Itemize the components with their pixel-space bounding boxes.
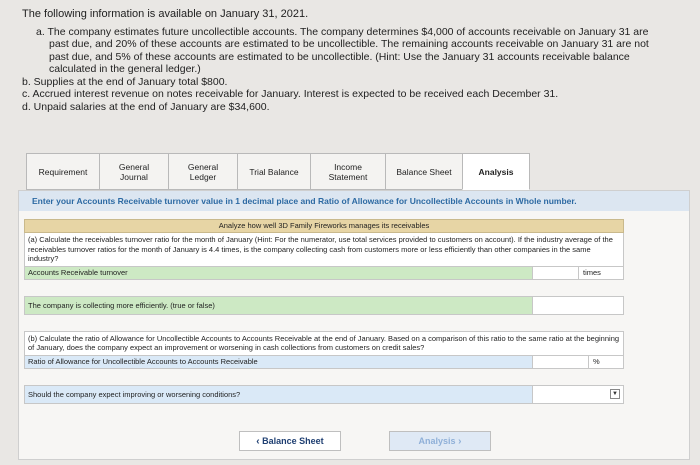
analysis-header: Analyze how well 3D Family Fireworks manages its receivables xyxy=(24,219,624,233)
item-a-line3: past due, and 5% of these accounts are estimated to be uncollectible. (Hint: Use the January 31 accounts receivable balance xyxy=(49,50,630,63)
item-b: b. Supplies at the end of January total $800. xyxy=(22,75,228,88)
problem-title: The following information is available on January 31, 2021. xyxy=(22,8,309,20)
tab-trial-balance[interactable]: Trial Balance xyxy=(237,153,310,190)
item-c: c. Accrued interest revenue on notes receivable for January. Interest is expected to be received each December 31. xyxy=(22,88,559,100)
expect-label: Should the company expect improving or worsening conditions? xyxy=(25,386,532,403)
expect-select[interactable] xyxy=(532,386,623,403)
item-a-line1: a. The company estimates future uncollectible accounts. The company determines $4,000 of accounts receivable on January 31 are xyxy=(36,25,649,38)
ratio-label: Ratio of Allowance for Uncollectible Accounts to Accounts Receivable xyxy=(25,356,532,368)
chevron-right-icon: › xyxy=(458,436,462,447)
tab-income-statement[interactable]: Income Statement xyxy=(310,153,385,190)
ar-turnover-input[interactable] xyxy=(532,267,623,279)
nav-buttons xyxy=(239,431,491,451)
efficiency-input[interactable] xyxy=(532,297,623,314)
tab-analysis[interactable]: Analysis xyxy=(462,153,530,190)
efficiency-label: The company is collecting more efficiently. (true or false) xyxy=(25,297,532,314)
tab-general-journal[interactable]: General Journal xyxy=(99,153,168,190)
ratio-unit: % xyxy=(588,356,623,368)
next-button[interactable]: Analysis › xyxy=(389,431,491,451)
chevron-down-icon[interactable]: ▼ xyxy=(610,389,620,399)
tab-general-ledger[interactable]: General Ledger xyxy=(168,153,237,190)
ratio-row xyxy=(24,356,624,369)
tab-bar xyxy=(26,153,530,190)
expect-row xyxy=(24,385,624,404)
instruction-banner: Enter your Accounts Receivable turnover value in 1 decimal place and Ratio of Allowance for Uncollectible Accounts in Whole number. xyxy=(19,191,689,211)
chevron-left-icon: ‹ xyxy=(256,436,260,447)
item-a-line4: calculated in the general ledger.) xyxy=(49,63,201,75)
tab-requirement[interactable]: Requirement xyxy=(26,153,99,190)
prev-button[interactable]: ‹ Balance Sheet xyxy=(239,431,341,451)
question-b: (b) Calculate the ratio of Allowance for Uncollectible Accounts to Accounts Receivable at the end of January. Based on a comparison of this ratio to the same ratio at the beginning of January, does the company expect an improvement or worsening in cash collections from customers on credit sales? xyxy=(24,331,624,356)
efficiency-row xyxy=(24,296,624,315)
ratio-input[interactable] xyxy=(532,356,623,368)
problem-statement xyxy=(22,8,690,113)
ar-turnover-row xyxy=(24,267,624,280)
item-a-line2: past due, and 20% of these accounts are estimated to be uncollectible. The remaining accounts receivable on January 31 are not xyxy=(49,38,649,50)
item-d: d. Unpaid salaries at the end of January are $34,600. xyxy=(22,100,270,113)
analysis-table xyxy=(24,219,624,404)
ar-turnover-label: Accounts Receivable turnover xyxy=(25,267,532,279)
analysis-panel xyxy=(18,190,690,460)
question-a: (a) Calculate the receivables turnover ratio for the month of January (Hint: For the numerator, use total services provided to customers on account). If the industry average of the receivables turnover ratios for the month of January is 4.4 times, is the company collecting cash from customers more or less efficiently than other companies in the same industry? xyxy=(24,233,624,267)
ar-turnover-unit: times xyxy=(578,267,623,279)
tab-balance-sheet[interactable]: Balance Sheet xyxy=(385,153,462,190)
